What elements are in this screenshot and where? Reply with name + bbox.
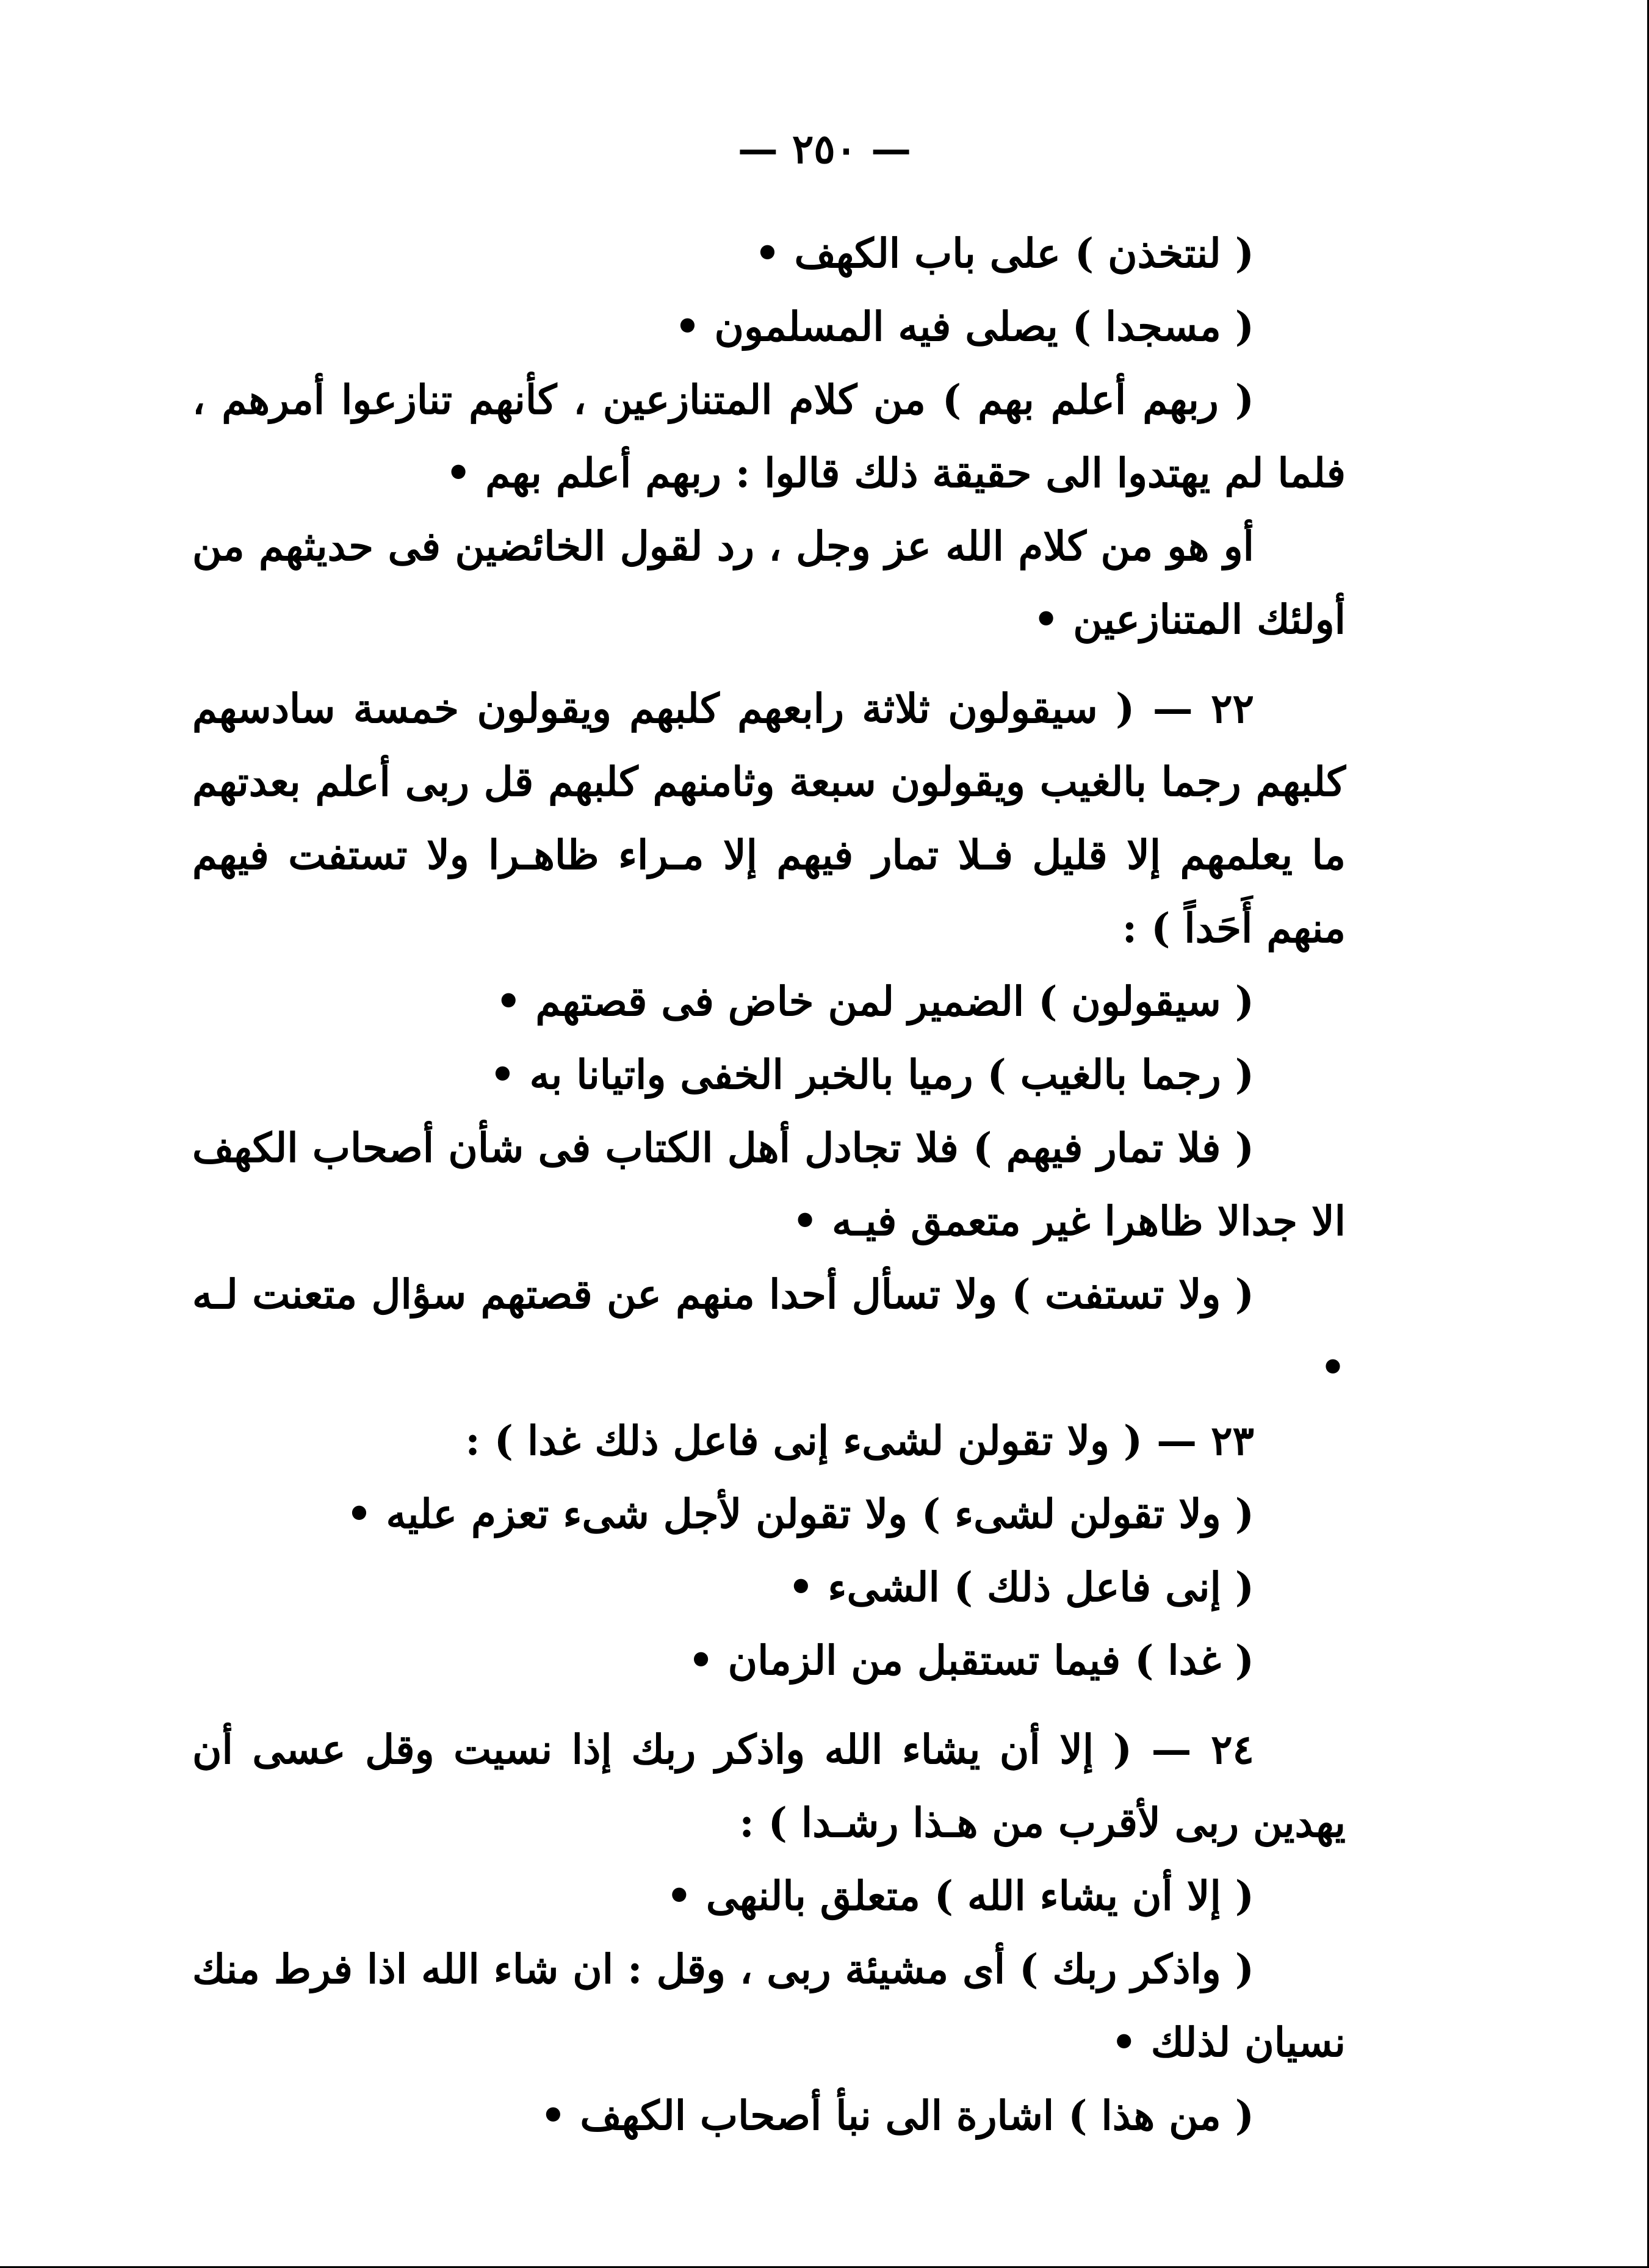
paragraph: ( رجما بالغيب ) رميا بالخبر الخفى واتيانا به •: [489, 1051, 1254, 1098]
body-text: [192, 217, 1346, 2152]
paragraph: ( ولا تستفت ) ولا تسأل أحدا منهم عن قصتهم سؤال متعنت لـه •: [192, 1270, 1346, 1391]
paragraph: ( مسجدا ) يصلى فيه المسلمون •: [674, 303, 1254, 350]
verse-paragraph: ٢٤ — ( إلا أن يشاء الله واذكر ربك إذا نسيت وقل عسى أن يهدين ربى لأقرب من هـذا رشـدا ) :: [192, 1726, 1346, 1846]
paragraph: ( واذكر ربك ) أى مشيئة ربى ، وقل : ان شاء الله اذا فرط منك نسيان لذلك •: [192, 1945, 1346, 2066]
paragraph: ( فلا تمار فيهم ) فلا تجادل أهل الكتاب فى شأن أصحاب الكهف الا جدالا ظاهرا غير متعمق فيـه •: [192, 1124, 1346, 1245]
paragraph: ( ولا تقولن لشىء ) ولا تقولن لأجل شىء تعزم عليه •: [346, 1490, 1254, 1538]
paragraph: ( إلا أن يشاء الله ) متعلق بالنهى •: [666, 1872, 1254, 1920]
paragraph: ( سيقولون ) الضمير لمن خاض فى قصتهم •: [496, 977, 1254, 1025]
paragraph: ( غدا ) فيما تستقبل من الزمان •: [688, 1636, 1254, 1684]
page-number: — ٢٥٠ —: [737, 125, 912, 173]
paragraph: ( ربهم أعلم بهم ) من كلام المتنازعين ، كأنهم تنازعوا أمرهم ، فلما لم يهتدوا الى حقيقة ذلك قالوا : ربهم أعلم بهم •: [192, 376, 1346, 497]
paragraph: ( إنى فاعل ذلك ) الشىء •: [788, 1563, 1254, 1611]
verse-paragraph: ٢٢ — ( سيقولون ثلاثة رابعهم كلبهم ويقولون خمسة سادسهم كلبهم رجما بالغيب ويقولون سبعة وثامنهم كلبهم قل ربى أعلم بعدتهم ما يعلمهم إلا قليل فـلا تمار فيهم إلا مـراء ظاهـرا ولا تستفت فيهم منهم أَحَداً ) :: [192, 685, 1346, 952]
paragraph: أو هو من كلام الله عز وجل ، رد لقول الخائضين فى حديثهم من أولئك المتنازعين •: [192, 522, 1346, 643]
verse-paragraph: ٢٣ — ( ولا تقولن لشىء إنى فاعل ذلك غدا ) :: [465, 1417, 1254, 1464]
paragraph: ( لنتخذن ) على باب الكهف •: [754, 229, 1254, 277]
paragraph: ( من هذا ) اشارة الى نبأ أصحاب الكهف •: [540, 2092, 1254, 2139]
